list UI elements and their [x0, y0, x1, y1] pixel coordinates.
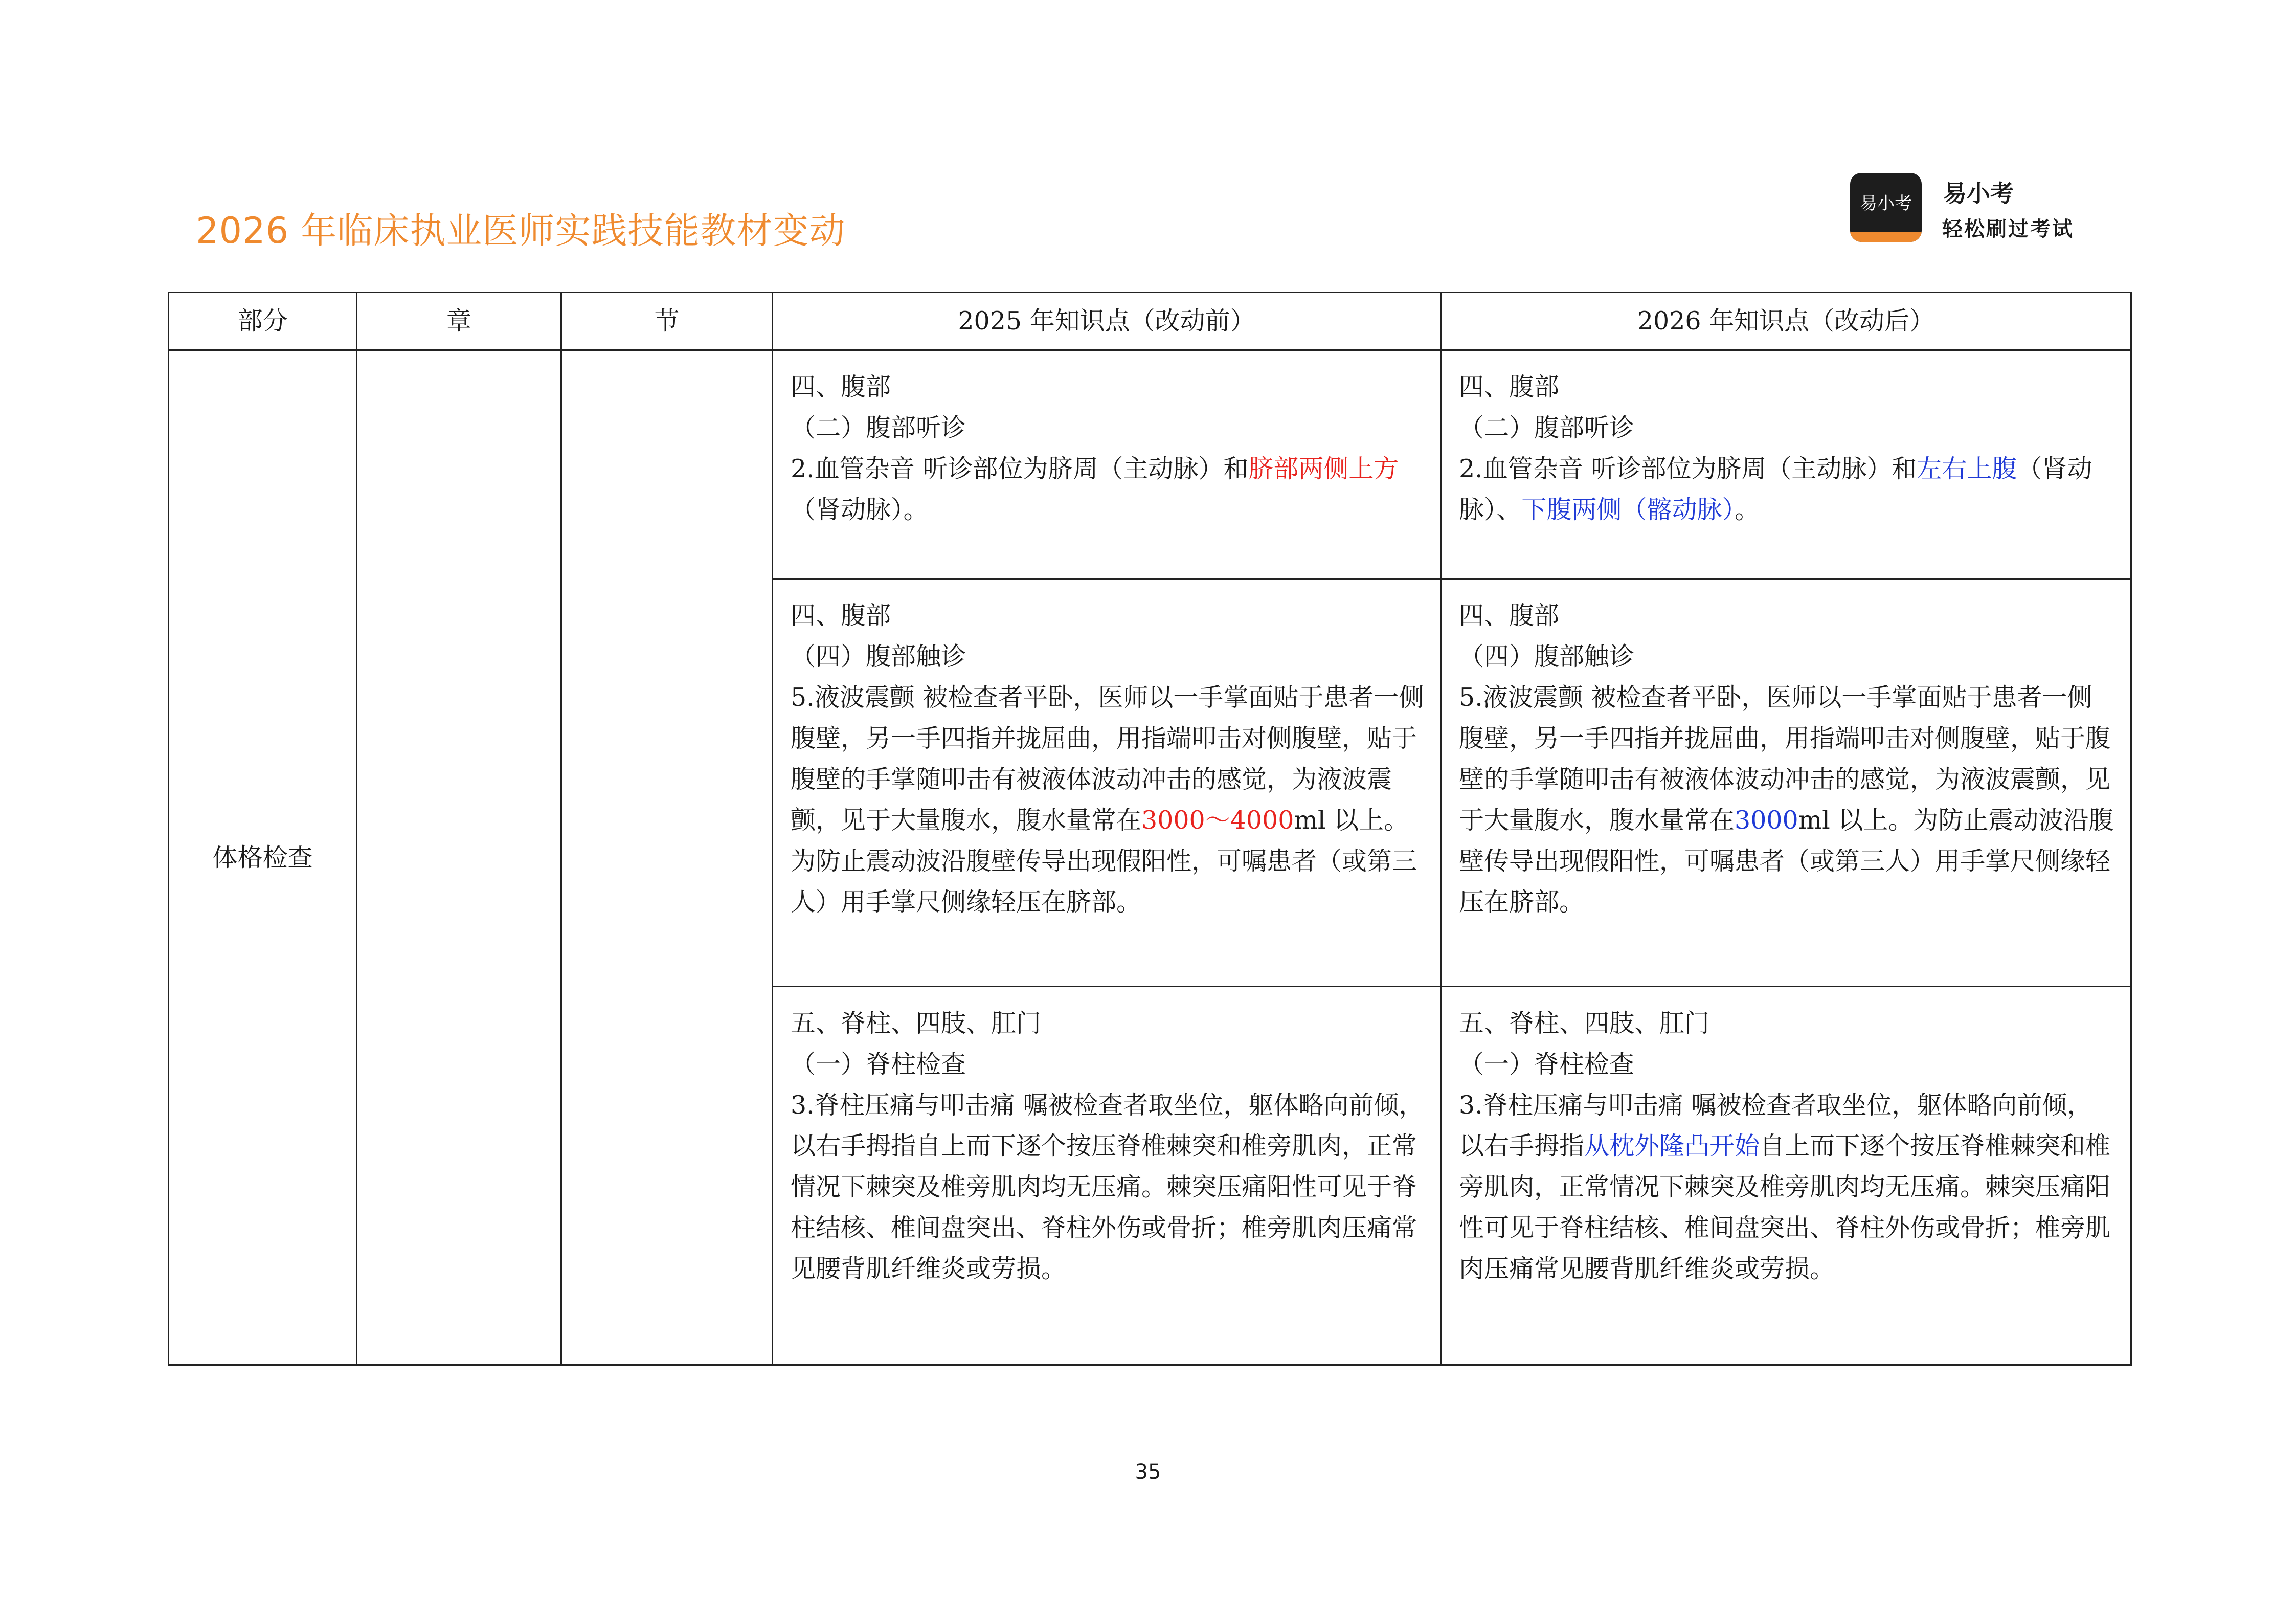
added-highlight: 从枕外隆凸开始 [1584, 1131, 1760, 1161]
topic-heading: 四、腹部 [1459, 601, 1560, 630]
header-before: 2025 年知识点（改动前） [773, 293, 1441, 350]
brand-badge-stripe [1850, 232, 1922, 242]
added-highlight: 3000 [1735, 806, 1798, 835]
brand-badge-icon [1850, 173, 1922, 242]
topic-text [1459, 677, 2114, 923]
topic-subheading: （四）腹部触诊 [1459, 642, 1635, 671]
brand-name: 易小考 [1943, 180, 2014, 207]
added-highlight: 左右上腹 [1917, 454, 2017, 483]
text-segment: 3.脊柱压痛与叩击痛 嘱被检查者取坐位，躯体略向前倾，以右手拇指 [1459, 1091, 2092, 1161]
text-segment: 。 [1735, 495, 1760, 524]
topic-subheading: （一）脊柱检查 [791, 1050, 966, 1079]
table-header-row [169, 293, 2131, 350]
topic-subheading: （二）腹部听诊 [791, 413, 966, 442]
brand-logo [1850, 173, 2116, 244]
topic-text [791, 449, 1424, 530]
removed-highlight: 3000～4000 [1141, 806, 1294, 835]
topic-text [1459, 1085, 2114, 1289]
topic-subheading: （四）腹部触诊 [791, 642, 966, 671]
section-cell: 体格检查 [169, 350, 357, 1365]
brand-badge-text: 易小考 [1860, 193, 1912, 214]
text-segment: ml 以上。为防止震动波沿腹壁传导出现假阳性，可嘱患者（或第三人）用手掌尺侧缘轻压在脐部。 [791, 806, 1417, 917]
text-segment: 5.液波震颤 被检查者平卧，医师以一手掌面贴于患者一侧腹壁，另一手四指并拢屈曲，用指端叩击对侧腹壁，贴于腹壁的手掌随叩击有被液体波动冲击的感觉，为液波震颤，见于大量腹水，腹水量常在 [1459, 683, 2111, 835]
topic-heading: 五、脊柱、四肢、肛门 [791, 1009, 1042, 1038]
header-after: 2026 年知识点（改动后） [1441, 293, 2131, 350]
before-cell [773, 987, 1441, 1365]
page-number: 35 [1135, 1460, 1161, 1484]
brand-slogan: 轻松刷过考试 [1942, 217, 2074, 241]
topic-heading: 五、脊柱、四肢、肛门 [1459, 1009, 1710, 1038]
changes-table [168, 292, 2132, 1366]
text-segment: 自上而下逐个按压脊椎棘突和椎旁肌肉，正常情况下棘突及椎旁肌肉均无压痛。棘突压痛阳性可见于脊柱结核、椎间盘突出、脊柱外伤或骨折；椎旁肌肉压痛常见腰背肌纤维炎或劳损。 [1459, 1131, 2111, 1283]
table-row [169, 350, 2131, 579]
text-segment: 5.液波震颤 被检查者平卧，医师以一手掌面贴于患者一侧腹壁，另一手四指并拢屈曲，用指端叩击对侧腹壁，贴于腹壁的手掌随叩击有被液体波动冲击的感觉，为液波震颤，见于大量腹水，腹水量常在 [791, 683, 1424, 835]
after-cell [1441, 350, 2131, 579]
after-cell [1441, 579, 2131, 987]
topic-text [791, 677, 1424, 923]
before-cell [773, 579, 1441, 987]
text-segment: ml 以上。为防止震动波沿腹壁传导出现假阳性，可嘱患者（或第三人）用手掌尺侧缘轻压在脐部。 [1459, 806, 2114, 917]
header-chapter: 章 [357, 293, 561, 350]
header-subsection: 节 [561, 293, 773, 350]
topic-text [1459, 449, 2114, 530]
text-segment: （肾动脉）。 [791, 495, 929, 524]
text-segment: 2.血管杂音 听诊部位为脐周（主动脉）和 [791, 454, 1249, 483]
text-segment: 2.血管杂音 听诊部位为脐周（主动脉）和 [1459, 454, 1917, 483]
document-title: 2026 年临床执业医师实践技能教材变动 [196, 210, 846, 252]
topic-subheading: （一）脊柱检查 [1459, 1050, 1635, 1079]
after-cell [1441, 987, 2131, 1365]
topic-heading: 四、腹部 [791, 601, 891, 630]
topic-heading: 四、腹部 [1459, 372, 1560, 402]
before-cell [773, 350, 1441, 579]
topic-heading: 四、腹部 [791, 372, 891, 402]
subsection-cell [561, 350, 773, 1365]
added-highlight: 下腹两侧（髂动脉） [1521, 495, 1735, 524]
topic-subheading: （二）腹部听诊 [1459, 413, 1635, 442]
chapter-cell [357, 350, 561, 1365]
topic-text: 3.脊柱压痛与叩击痛 嘱被检查者取坐位，躯体略向前倾，以右手拇指自上而下逐个按压脊椎棘突和椎旁肌肉，正常情况下棘突及椎旁肌肉均无压痛。棘突压痛阳性可见于脊柱结核、椎间盘突出、脊柱外伤或骨折；椎旁肌肉压痛常见腰背肌纤维炎或劳损。 [791, 1091, 1424, 1283]
text-segment: （肾动脉）、 [1459, 454, 2092, 524]
header-section: 部分 [169, 293, 357, 350]
removed-highlight: 脐部两侧上方 [1248, 454, 1399, 483]
